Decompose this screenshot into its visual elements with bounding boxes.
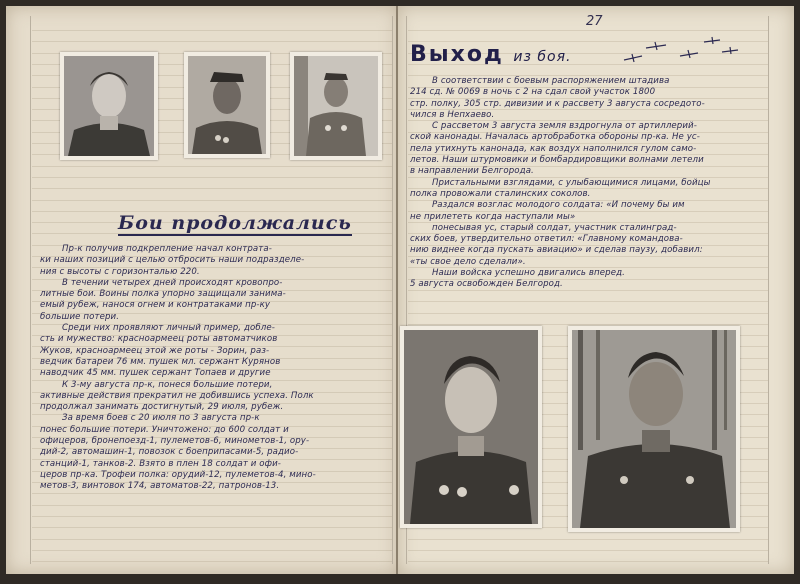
right-text-line: В соответствии с боевым распоряжением штадива [432,76,670,86]
right-text-line: понесывая ус, старый солдат, участник сталинград- [432,222,677,233]
left-text-line: емый рубеж, нанося огнем и контратаками пр-ку [40,300,271,311]
left-text-line: активные действия прекратил не добившись успеха. Полк [40,390,314,401]
left-text-line: литные бои. Воины полка упорно защищали занима- [40,289,286,300]
right-heading-main: Выход [410,42,504,67]
right-text-line: пела утихнуть канонада, как воздух наполнился гулом само- [410,143,697,154]
right-text-line: «ты свое дело сделали». [410,256,526,267]
left-text-line: метов-3, винтовок 174, автоматов-22, патронов-13. [40,481,280,492]
left-text-line: большие потери. [40,311,120,322]
right-text-line: стр. полку, 305 стр. дивизии и к рассвету 3 августа сосредото- [410,98,705,109]
left-text-line: ведчик батареи 76 мм. пушек мл. сержант Курянов [40,356,281,367]
left-text-line: станций-1, танков-2. Взято в плен 18 солдат и офи- [40,458,281,469]
right-heading-sub: из боя. [513,49,572,65]
portrait-young-soldier [60,52,158,160]
right-text-line: нию виднее когда пускать авиацию» и сделав паузу, добавил: [410,245,703,256]
left-text-line: дий-2, автомашин-1, повозок с боеприпасами-5, радио- [40,447,299,458]
left-handwritten-text [40,244,386,493]
left-text-line: За время боев с 20 июля по 3 августа пр-к [62,413,260,424]
left-text-line: офицеров, бронепоезд-1, пулеметов-6, минометов-1, ору- [40,436,310,447]
right-heading [410,42,572,67]
right-text-line: чился в Непхаево. [410,109,495,120]
left-text-line: К 3-му августа пр-к, понеся большие потери, [62,379,273,390]
right-handwritten-text [410,76,754,291]
right-text-line: Пристальными взглядами, с улыбающимися лицами, бойцы [432,177,711,188]
left-text-line: Жуков, красноармеец этой же роты - Зорин, раз- [40,345,270,356]
portrait-soldier-cap [184,52,270,158]
right-text-line: 214 сд. № 0069 в ночь с 2 на сдал свой участок 1800 [410,87,656,98]
left-text-line: наводчик 45 мм. пушек сержант Топаев и другие [40,368,271,379]
right-text-line: С рассветом 3 августа земля вздрогнула от артиллерий- [432,121,697,132]
left-text-line: ки наших позиций с целью отбросить наши подразделе- [40,255,305,266]
left-text-line: В течении четырех дней происходят кровопро- [62,277,283,288]
portrait-soldier-medals [400,326,542,528]
portrait-officer-forest [568,326,740,532]
left-text-line: ния с высоты с горизонталью 220. [40,266,200,277]
page-number: 27 [586,14,603,29]
airplanes-icon [620,36,740,68]
left-text-line: понес большие потери. Уничтожено: до 600 солдат и [40,424,289,435]
right-text-line: ских боев, утвердительно ответил: «Главному командова- [410,234,683,245]
right-text-line: не прилететь когда наступали мы» [410,211,576,222]
right-text-line: 5 августа освобожден Белгород. [410,279,563,290]
right-text-line: полка провожали сталинских соколов. [410,188,591,199]
right-text-line: Наши войска успешно двигались вперед. [432,268,625,279]
right-text-line: в направлении Белгорода. [410,166,534,177]
portrait-soldier-seated [290,52,382,160]
left-heading: Бои продолжались [118,212,352,234]
left-text-line: Среди них проявляют личный пример, добле- [62,323,275,334]
right-text-line: летов. Наши штурмовики и бомбардировщики волнами летели [410,155,704,166]
left-text-line: Пр-к получив подкрепление начал контрата- [62,244,272,254]
left-text-line: сть и мужество: красноармеец роты автоматчиков [40,334,278,345]
right-text-line: Раздался возглас молодого солдата: «И почему бы им [432,200,685,211]
left-text-line: продолжал занимать достигнутый, 29 июля, рубеж. [40,402,284,413]
right-text-line: ской канонады. Началась артобработка обороны пр-ка. Не ус- [410,132,700,143]
left-text-line: церов пр-ка. Трофеи полка: орудий-12, пулеметов-4, мино- [40,469,316,480]
